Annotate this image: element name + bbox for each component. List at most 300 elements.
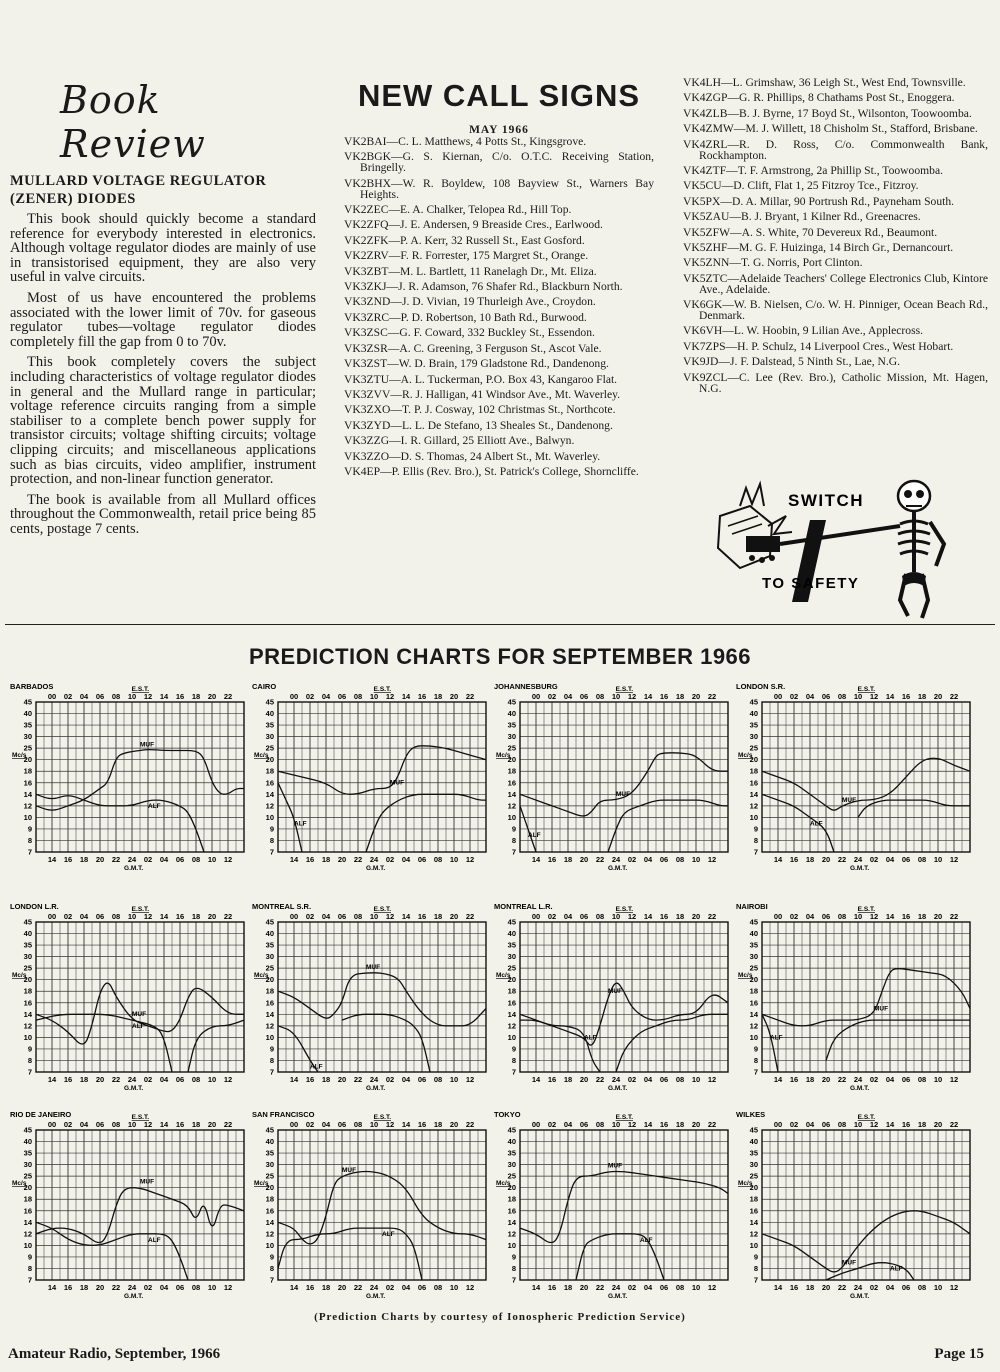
gmt-tick-label: 08 <box>191 1283 201 1292</box>
y-tick-label: 25 <box>23 1171 32 1181</box>
chart-title: BARBADOS <box>10 682 54 691</box>
est-tick-label: 08 <box>595 1120 605 1129</box>
y-tick-label: 20 <box>749 975 758 985</box>
est-tick-label: 20 <box>449 692 459 701</box>
est-tick-label: 16 <box>901 912 911 921</box>
est-label: E.S.T. <box>373 1114 392 1121</box>
y-tick-label: 40 <box>507 709 516 719</box>
gmt-tick-label: 18 <box>321 1075 331 1084</box>
y-axis-label: Mc/s <box>12 972 27 980</box>
gmt-tick-label: 02 <box>385 855 395 864</box>
y-tick-label: 14 <box>23 1217 32 1227</box>
y-tick-label: 30 <box>507 952 516 962</box>
alf-label: ALF <box>294 820 307 828</box>
gmt-tick-label: 02 <box>385 1283 395 1292</box>
chart-title: LONDON L.R. <box>10 902 59 911</box>
gmt-tick-label: 10 <box>207 1283 217 1292</box>
est-tick-label: 20 <box>207 692 217 701</box>
call-sign-entry: VK5ZNN—T. G. Norris, Port Clinton. <box>683 256 863 270</box>
gmt-tick-label: 22 <box>595 1075 605 1084</box>
call-sign-entry: VK3ZRC—P. D. Robertson, 10 Bath Rd., Burwood. <box>344 310 587 324</box>
est-label: E.S.T. <box>131 686 150 693</box>
gmt-tick-label: 12 <box>465 855 475 864</box>
y-tick-label: 45 <box>749 697 758 707</box>
est-tick-label: 12 <box>627 1120 637 1129</box>
est-tick-label: 12 <box>869 692 879 701</box>
gmt-tick-label: 14 <box>773 1283 783 1292</box>
gmt-tick-label: 14 <box>531 855 541 864</box>
prediction-chart <box>252 680 494 886</box>
est-tick-label: 00 <box>531 912 541 921</box>
est-tick-label: 18 <box>191 912 201 921</box>
gmt-tick-label: 08 <box>675 855 685 864</box>
est-label: E.S.T. <box>857 906 876 913</box>
y-tick-label: 18 <box>23 766 32 776</box>
y-tick-label: 9 <box>269 1044 274 1054</box>
y-tick-label: 10 <box>23 1032 32 1042</box>
y-tick-label: 12 <box>23 1229 32 1239</box>
footer-page-number: Page 15 <box>934 1346 984 1362</box>
est-tick-label: 12 <box>869 1120 879 1129</box>
y-tick-label: 18 <box>749 986 758 996</box>
est-tick-label: 14 <box>643 1120 653 1129</box>
gmt-tick-label: 12 <box>949 1283 959 1292</box>
call-sign-entry: VK7ZPS—H. P. Schulz, 14 Liverpool Cres., West Hobart. <box>683 339 954 353</box>
gmt-tick-label: 22 <box>595 1283 605 1292</box>
gmt-tick-label: 14 <box>47 855 57 864</box>
y-tick-label: 7 <box>753 1275 758 1285</box>
y-tick-label: 8 <box>27 835 32 845</box>
y-tick-label: 8 <box>511 1055 516 1065</box>
est-tick-label: 02 <box>63 692 73 701</box>
y-tick-label: 25 <box>265 963 274 973</box>
chart-title: SAN FRANCISCO <box>252 1110 315 1119</box>
y-tick-label: 9 <box>511 824 516 834</box>
gmt-tick-label: 06 <box>901 1075 911 1084</box>
gmt-tick-label: 08 <box>917 1075 927 1084</box>
y-tick-label: 30 <box>749 1160 758 1170</box>
call-sign-entry: VK6VH—L. W. Hoobin, 9 Lilian Ave., Applecross. <box>683 324 924 338</box>
est-tick-label: 14 <box>159 912 169 921</box>
gmt-tick-label: 08 <box>675 1075 685 1084</box>
gmt-label: G.M.T. <box>124 1085 144 1092</box>
muf-label: MUF <box>608 1162 623 1170</box>
call-signs-month: MAY 1966 <box>469 124 529 136</box>
book-review-paragraph: Most of us have encountered the problems associated with the lower limit of 70v. for gaseous regulator tubes—voltage regulator diodes completely fill the gap from 0 to 70v. <box>10 289 316 350</box>
y-tick-label: 20 <box>23 975 32 985</box>
est-tick-label: 02 <box>547 912 557 921</box>
est-tick-label: 00 <box>773 912 783 921</box>
y-tick-label: 14 <box>507 789 516 799</box>
gmt-tick-label: 10 <box>207 1075 217 1084</box>
est-tick-label: 04 <box>563 1120 573 1129</box>
est-tick-label: 22 <box>949 692 959 701</box>
y-tick-label: 10 <box>507 1240 516 1250</box>
est-tick-label: 10 <box>611 912 621 921</box>
gmt-tick-label: 02 <box>143 855 153 864</box>
y-tick-label: 16 <box>23 778 32 788</box>
y-tick-label: 40 <box>749 709 758 719</box>
est-tick-label: 10 <box>369 912 379 921</box>
muf-label: MUF <box>616 791 631 799</box>
y-tick-label: 9 <box>269 824 274 834</box>
alf-label: ALF <box>310 1063 323 1071</box>
gmt-tick-label: 16 <box>63 1075 73 1084</box>
y-tick-label: 30 <box>265 732 274 742</box>
y-tick-label: 25 <box>507 743 516 753</box>
est-tick-label: 08 <box>837 692 847 701</box>
est-tick-label: 12 <box>385 1120 395 1129</box>
gmt-tick-label: 08 <box>433 1283 443 1292</box>
call-sign-entry: VK2ZFQ—J. E. Andersen, 9 Breaside Cres., Earlwood. <box>344 218 603 232</box>
gmt-label: G.M.T. <box>850 1293 870 1300</box>
prediction-chart <box>494 900 736 1106</box>
y-tick-label: 14 <box>23 789 32 799</box>
est-tick-label: 22 <box>223 1120 233 1129</box>
gmt-tick-label: 24 <box>611 1283 621 1292</box>
call-signs-column-2 <box>683 78 988 399</box>
y-tick-label: 9 <box>27 1252 32 1262</box>
alf-label: ALF <box>640 1236 653 1244</box>
chart-svg <box>494 900 736 1106</box>
est-tick-label: 10 <box>611 1120 621 1129</box>
gmt-tick-label: 20 <box>821 855 831 864</box>
est-tick-label: 04 <box>79 692 89 701</box>
est-label: E.S.T. <box>615 1114 634 1121</box>
est-tick-label: 20 <box>691 912 701 921</box>
est-tick-label: 08 <box>353 1120 363 1129</box>
gmt-tick-label: 12 <box>949 1075 959 1084</box>
y-tick-label: 10 <box>265 812 274 822</box>
gmt-tick-label: 20 <box>337 1283 347 1292</box>
call-sign-entry: VK4ZTF—T. F. Armstrong, 2a Phillip St., Toowoomba. <box>683 163 943 177</box>
y-tick-label: 45 <box>507 917 516 927</box>
alf-curve <box>366 794 486 852</box>
gmt-tick-label: 06 <box>417 1283 427 1292</box>
est-tick-label: 10 <box>853 912 863 921</box>
y-tick-label: 40 <box>23 929 32 939</box>
call-sign-entry: VK3ZZG—I. R. Gillard, 25 Elliott Ave., Balwyn. <box>344 434 575 448</box>
muf-label: MUF <box>608 988 623 995</box>
gmt-tick-label: 22 <box>353 1075 363 1084</box>
est-tick-label: 14 <box>159 1120 169 1129</box>
chart-svg <box>252 1108 494 1314</box>
y-tick-label: 30 <box>507 1160 516 1170</box>
gmt-tick-label: 10 <box>691 1075 701 1084</box>
y-tick-label: 8 <box>753 1263 758 1273</box>
muf-label: MUF <box>140 741 155 749</box>
gmt-tick-label: 16 <box>547 855 557 864</box>
y-tick-label: 25 <box>265 743 274 753</box>
y-tick-label: 20 <box>749 1183 758 1193</box>
est-tick-label: 04 <box>563 692 573 701</box>
est-tick-label: 02 <box>789 692 799 701</box>
alf-label: ALF <box>584 1034 597 1042</box>
gmt-tick-label: 24 <box>853 855 863 864</box>
chart-title: JOHANNESBURG <box>494 682 558 691</box>
est-tick-label: 06 <box>337 912 347 921</box>
y-tick-label: 14 <box>749 1217 758 1227</box>
gmt-label: G.M.T. <box>850 1085 870 1092</box>
chart-title: WILKES <box>736 1110 766 1119</box>
muf-label: MUF <box>390 779 405 787</box>
est-tick-label: 06 <box>579 1120 589 1129</box>
est-tick-label: 22 <box>223 692 233 701</box>
gmt-tick-label: 20 <box>95 1075 105 1084</box>
y-tick-label: 20 <box>507 755 516 765</box>
est-tick-label: 06 <box>579 912 589 921</box>
chart-svg <box>10 680 252 886</box>
gmt-tick-label: 12 <box>707 1283 717 1292</box>
chart-svg <box>736 680 978 886</box>
call-sign-entry: VK4EP—P. Ellis (Rev. Bro.), St. Patrick's College, Shorncliffe. <box>344 464 639 478</box>
alf-curve <box>36 794 204 852</box>
gmt-tick-label: 20 <box>337 1075 347 1084</box>
y-tick-label: 40 <box>23 709 32 719</box>
footer-publication: Amateur Radio, September, 1966 <box>8 1346 221 1362</box>
gmt-tick-label: 10 <box>933 855 943 864</box>
gmt-tick-label: 18 <box>79 855 89 864</box>
est-tick-label: 22 <box>707 1120 717 1129</box>
call-sign-entry: VK5ZHF—M. G. F. Huizinga, 14 Birch Gr., Dernancourt. <box>683 240 954 254</box>
alf-curve <box>762 794 834 852</box>
est-tick-label: 16 <box>417 692 427 701</box>
chart-title: NAIROBI <box>736 902 768 911</box>
est-tick-label: 14 <box>401 912 411 921</box>
y-tick-label: 7 <box>753 847 758 857</box>
y-tick-label: 18 <box>265 986 274 996</box>
y-tick-label: 10 <box>749 1240 758 1250</box>
y-tick-label: 8 <box>269 1263 274 1273</box>
muf-label: MUF <box>366 963 381 971</box>
gmt-tick-label: 06 <box>901 1283 911 1292</box>
y-tick-label: 8 <box>753 835 758 845</box>
est-tick-label: 22 <box>465 692 475 701</box>
est-tick-label: 00 <box>531 692 541 701</box>
gmt-label: G.M.T. <box>608 865 628 872</box>
alf-curve <box>342 1014 430 1072</box>
gmt-tick-label: 22 <box>837 855 847 864</box>
est-tick-label: 10 <box>127 1120 137 1129</box>
y-tick-label: 8 <box>753 1055 758 1065</box>
call-sign-entry: VK2ZRV—F. R. Forrester, 175 Margret St., Orange. <box>344 249 589 263</box>
gmt-tick-label: 08 <box>191 855 201 864</box>
est-tick-label: 18 <box>917 1120 927 1129</box>
gmt-tick-label: 18 <box>563 1075 573 1084</box>
call-sign-entry: VK4ZMW—M. J. Willett, 18 Chisholm St., Stafford, Brisbane. <box>683 122 978 136</box>
chart-svg <box>494 680 736 886</box>
y-tick-label: 30 <box>749 952 758 962</box>
est-tick-label: 10 <box>611 692 621 701</box>
chart-title: CAIRO <box>252 682 277 691</box>
y-tick-label: 30 <box>23 952 32 962</box>
gmt-tick-label: 02 <box>627 1283 637 1292</box>
est-tick-label: 06 <box>95 1120 105 1129</box>
prediction-chart <box>252 1108 494 1314</box>
alf-label: ALF <box>890 1265 903 1273</box>
alf-label: ALF <box>770 1034 783 1042</box>
alf-label: ALF <box>528 831 541 839</box>
y-tick-label: 18 <box>265 1194 274 1204</box>
call-sign-entry: VK5CU—D. Clift, Flat 1, 25 Fitzroy Tce., Fitzroy. <box>683 179 919 193</box>
gmt-tick-label: 22 <box>595 855 605 864</box>
gmt-tick-label: 14 <box>289 855 299 864</box>
gmt-tick-label: 16 <box>547 1075 557 1084</box>
est-label: E.S.T. <box>615 686 634 693</box>
est-tick-label: 02 <box>63 1120 73 1129</box>
y-tick-label: 35 <box>23 720 32 730</box>
gmt-tick-label: 04 <box>885 1075 895 1084</box>
call-sign-entry: VK4ZLB—B. J. Byrne, 17 Boyd St., Wilsonton, Toowoomba. <box>683 106 972 120</box>
est-label: E.S.T. <box>373 686 392 693</box>
y-tick-label: 18 <box>749 1194 758 1204</box>
to-safety-text: TO SAFETY <box>762 575 860 592</box>
book-review-title: Book Review <box>60 78 206 166</box>
y-tick-label: 9 <box>27 824 32 834</box>
y-tick-label: 8 <box>511 835 516 845</box>
gmt-tick-label: 24 <box>853 1075 863 1084</box>
call-sign-entry: VK5ZAU—B. J. Bryant, 1 Kilner Rd., Greenacres. <box>683 210 921 224</box>
call-sign-entry: VK5ZFW—A. S. White, 70 Devereux Rd., Beaumont. <box>683 225 938 239</box>
y-tick-label: 45 <box>265 697 274 707</box>
call-sign-entry: VK3ZND—J. D. Vivian, 19 Thurleigh Ave., Croydon. <box>344 295 596 309</box>
y-tick-label: 9 <box>753 824 758 834</box>
y-tick-label: 20 <box>749 755 758 765</box>
gmt-tick-label: 04 <box>401 1283 411 1292</box>
gmt-tick-label: 12 <box>465 1283 475 1292</box>
chart-title: RIO DE JANEIRO <box>10 1110 72 1119</box>
y-tick-label: 35 <box>265 720 274 730</box>
est-tick-label: 18 <box>191 692 201 701</box>
gmt-tick-label: 18 <box>805 855 815 864</box>
y-tick-label: 14 <box>507 1009 516 1019</box>
y-tick-label: 7 <box>269 1275 274 1285</box>
gmt-label: G.M.T. <box>366 1293 386 1300</box>
gmt-tick-label: 06 <box>659 855 669 864</box>
gmt-tick-label: 24 <box>369 1283 379 1292</box>
est-tick-label: 18 <box>433 1120 443 1129</box>
gmt-tick-label: 20 <box>821 1075 831 1084</box>
y-tick-label: 8 <box>27 1263 32 1273</box>
est-tick-label: 14 <box>643 912 653 921</box>
y-tick-label: 9 <box>753 1252 758 1262</box>
est-tick-label: 00 <box>47 1120 57 1129</box>
alf-label: ALF <box>382 1231 395 1239</box>
y-tick-label: 30 <box>507 732 516 742</box>
est-tick-label: 06 <box>821 1120 831 1129</box>
y-tick-label: 16 <box>265 1206 274 1216</box>
muf-label: MUF <box>842 796 857 804</box>
est-tick-label: 00 <box>531 1120 541 1129</box>
est-tick-label: 04 <box>805 1120 815 1129</box>
call-sign-entry: VK4LH—L. Grimshaw, 36 Leigh St., West End, Townsville. <box>683 76 966 89</box>
skeleton-illustration <box>710 476 980 626</box>
chart-title: TOKYO <box>494 1110 521 1119</box>
est-label: E.S.T. <box>857 686 876 693</box>
gmt-tick-label: 02 <box>869 855 879 864</box>
y-tick-label: 16 <box>749 998 758 1008</box>
est-tick-label: 06 <box>337 1120 347 1129</box>
book-review-article <box>10 78 316 542</box>
y-tick-label: 7 <box>511 1067 516 1077</box>
call-sign-entry: VK3ZST—W. D. Brain, 179 Gladstone Rd., Dandenong. <box>344 357 609 371</box>
gmt-tick-label: 06 <box>175 1283 185 1292</box>
y-axis-label: Mc/s <box>254 752 269 760</box>
gmt-tick-label: 24 <box>369 1075 379 1084</box>
chart-title: MONTREAL S.R. <box>252 902 312 911</box>
gmt-label: G.M.T. <box>850 865 870 872</box>
y-tick-label: 10 <box>23 812 32 822</box>
prediction-chart <box>494 680 736 886</box>
y-tick-label: 12 <box>749 801 758 811</box>
y-tick-label: 8 <box>269 1055 274 1065</box>
gmt-tick-label: 04 <box>401 1075 411 1084</box>
y-tick-label: 7 <box>753 1067 758 1077</box>
y-axis-label: Mc/s <box>12 752 27 760</box>
est-tick-label: 20 <box>449 912 459 921</box>
y-tick-label: 40 <box>265 929 274 939</box>
y-tick-label: 16 <box>23 1206 32 1216</box>
gmt-tick-label: 22 <box>111 1283 121 1292</box>
gmt-tick-label: 22 <box>353 1283 363 1292</box>
y-tick-label: 14 <box>265 1217 274 1227</box>
y-tick-label: 25 <box>265 1171 274 1181</box>
y-tick-label: 45 <box>749 1125 758 1135</box>
call-sign-entry: VK3ZVV—R. J. Halligan, 41 Windsor Ave., Mt. Waverley. <box>344 387 621 401</box>
y-tick-label: 20 <box>507 975 516 985</box>
y-tick-label: 25 <box>23 963 32 973</box>
est-tick-label: 20 <box>691 1120 701 1129</box>
gmt-tick-label: 04 <box>885 1283 895 1292</box>
y-axis-label: Mc/s <box>12 1180 27 1188</box>
chart-svg <box>10 900 252 1106</box>
switch-to-safety-graphic <box>710 476 980 626</box>
est-tick-label: 04 <box>79 912 89 921</box>
gmt-tick-label: 14 <box>773 855 783 864</box>
est-tick-label: 22 <box>465 912 475 921</box>
call-signs-list-2 <box>683 78 988 394</box>
gmt-tick-label: 18 <box>805 1075 815 1084</box>
y-tick-label: 9 <box>511 1252 516 1262</box>
est-tick-label: 22 <box>707 912 717 921</box>
y-tick-label: 14 <box>265 789 274 799</box>
gmt-tick-label: 16 <box>63 1283 73 1292</box>
y-tick-label: 8 <box>269 835 274 845</box>
y-tick-label: 18 <box>507 986 516 996</box>
est-tick-label: 16 <box>901 1120 911 1129</box>
gmt-tick-label: 12 <box>707 855 717 864</box>
est-tick-label: 06 <box>821 912 831 921</box>
est-tick-label: 18 <box>675 692 685 701</box>
gmt-tick-label: 14 <box>531 1283 541 1292</box>
y-tick-label: 9 <box>753 1044 758 1054</box>
est-tick-label: 06 <box>821 692 831 701</box>
call-sign-entry: VK3ZSC—G. F. Coward, 332 Buckley St., Essendon. <box>344 326 595 340</box>
gmt-tick-label: 24 <box>369 855 379 864</box>
y-tick-label: 30 <box>23 1160 32 1170</box>
est-tick-label: 14 <box>401 1120 411 1129</box>
gmt-tick-label: 12 <box>223 855 233 864</box>
gmt-tick-label: 16 <box>789 855 799 864</box>
est-tick-label: 20 <box>933 1120 943 1129</box>
y-tick-label: 10 <box>265 1032 274 1042</box>
y-tick-label: 18 <box>23 986 32 996</box>
est-tick-label: 18 <box>675 1120 685 1129</box>
switch-text: SWITCH <box>788 491 865 510</box>
y-tick-label: 35 <box>507 940 516 950</box>
call-sign-entry: VK2ZEC—E. A. Chalker, Telopea Rd., Hill Top. <box>344 203 572 217</box>
gmt-label: G.M.T. <box>608 1293 628 1300</box>
